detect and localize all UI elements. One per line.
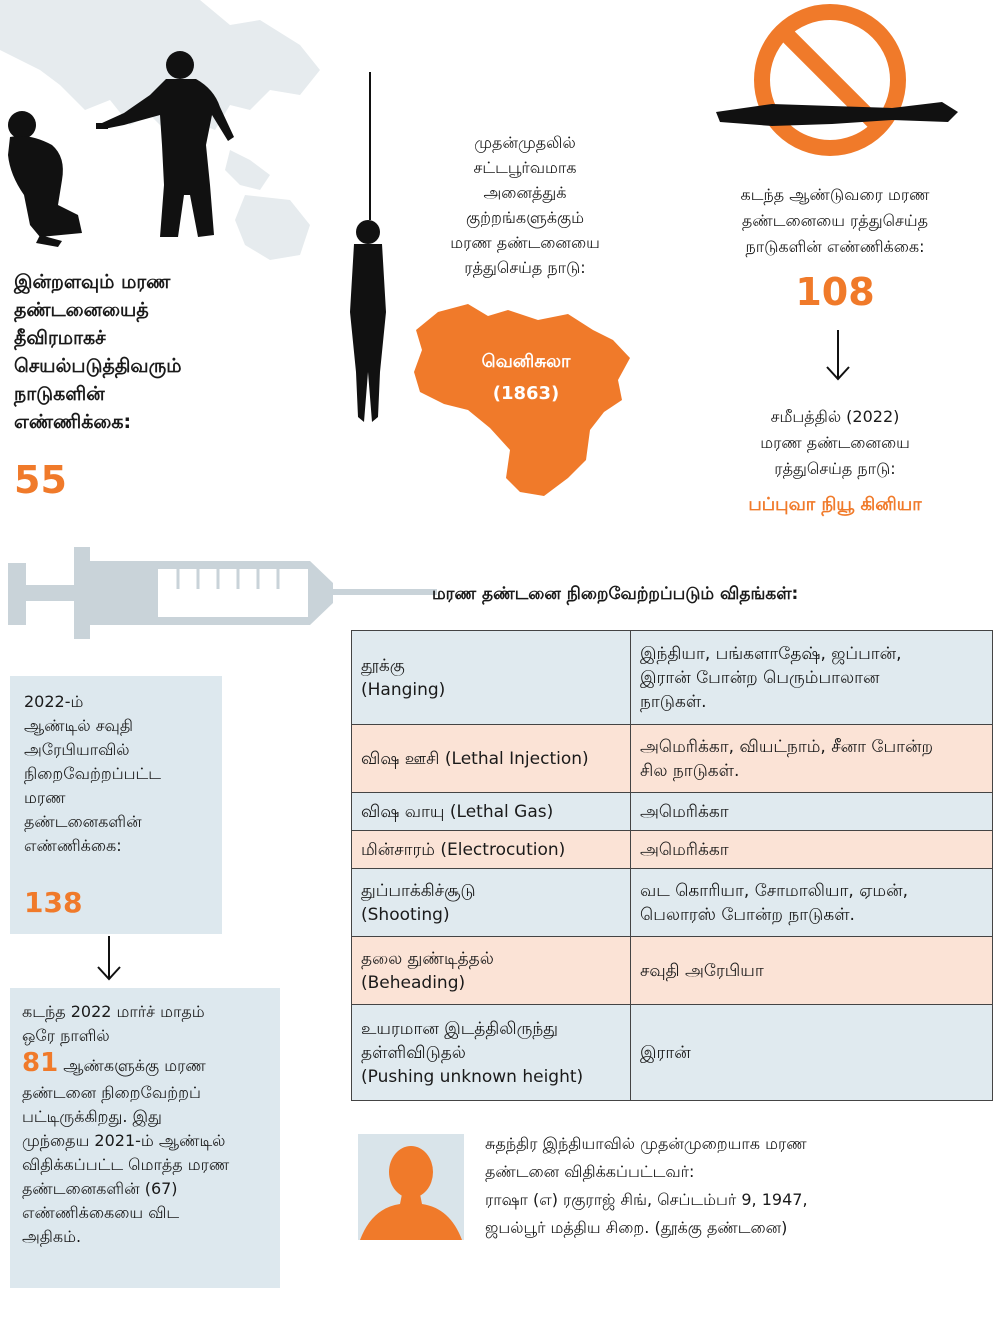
table-row <box>352 631 993 725</box>
countries-line: இரான் <box>640 1042 691 1063</box>
countries-cell <box>631 1005 993 1101</box>
method-line: துப்பாக்கிச்சூடு <box>361 880 476 901</box>
saudi-executions-line: நிறைவேற்றப்பட்ட <box>24 764 162 783</box>
hanging-figure-icon <box>338 72 398 428</box>
single-day-line: கடந்த 2022 மார்ச் மாதம் <box>22 1002 205 1021</box>
method-line: தள்ளிவிடுதல் <box>361 1042 466 1063</box>
saudi-executions-line: தண்டனைகளின் <box>24 812 142 831</box>
single-day-line: தண்டனை நிறைவேற்றப் <box>22 1083 201 1102</box>
countries-line: பெலாரஸ் போன்ற நாடுகள். <box>640 904 855 925</box>
method-line: விஷ ஊசி (Lethal Injection) <box>361 748 589 769</box>
person-silhouette-icon <box>358 1134 464 1240</box>
countries-cell <box>631 831 993 869</box>
first-abolition-line: அனைத்துக் <box>483 183 567 202</box>
single-day-line: தண்டனைகளின் (67) <box>22 1179 178 1198</box>
table-row <box>352 869 993 937</box>
countries-line: சில நாடுகள். <box>640 760 740 781</box>
countries-line: இரான் போன்ற பெரும்பாலான <box>640 667 880 688</box>
first-execution-line: தண்டனை விதிக்கப்பட்டவர்: <box>485 1162 695 1181</box>
method-cell <box>352 631 631 725</box>
first-execution-text <box>485 1130 955 1242</box>
active-countries-line: தீவிரமாகச் <box>14 327 106 349</box>
saudi-executions-line: ஆண்டில் சவுதி <box>24 716 133 735</box>
abolished-count-text <box>690 182 980 260</box>
method-line: (Hanging) <box>361 679 446 700</box>
recent-abolition-text <box>690 404 980 482</box>
single-day-executions-text <box>22 1000 274 1249</box>
first-abolition-line: ரத்துசெய்த நாடு: <box>464 258 586 277</box>
abolished-count-line: நாடுகளின் எண்ணிக்கை: <box>745 237 925 256</box>
first-execution-line: ஜபல்பூர் மத்திய சிறை. (தூக்கு தண்டனை) <box>485 1218 788 1237</box>
method-line: (Shooting) <box>361 904 450 925</box>
abolished-count-number: 108 <box>795 270 875 314</box>
table-row <box>352 725 993 793</box>
venezuela-label: வெனிசுலா <box>481 351 571 372</box>
saudi-executions-line: அரேபியாவில் <box>24 740 130 759</box>
recent-abolition-country: பப்புவா நியூ கினியா <box>748 494 922 515</box>
first-abolition-text <box>425 130 625 280</box>
lying-body-icon <box>712 90 962 140</box>
countries-cell <box>631 937 993 1005</box>
method-line: தூக்கு <box>361 655 405 676</box>
method-cell <box>352 831 631 869</box>
first-execution-line: சுதந்திர இந்தியாவில் முதன்முறையாக மரண <box>485 1134 807 1153</box>
countries-line: அமெரிக்கா <box>640 839 729 860</box>
down-arrow-icon <box>823 330 853 382</box>
prohibited-sign-icon <box>750 2 910 172</box>
method-cell <box>352 869 631 937</box>
countries-cell <box>631 725 993 793</box>
countries-line: அமெரிக்கா <box>640 801 729 822</box>
abolished-count-line: தண்டனையை ரத்துசெய்த <box>741 211 929 230</box>
active-countries-line: நாடுகளின் <box>14 383 105 405</box>
person-avatar <box>358 1134 464 1240</box>
single-day-line <box>22 1048 274 1081</box>
active-countries-line: இன்றளவும் மரண <box>14 271 171 293</box>
single-day-after-number: ஆண்களுக்கு மரண <box>58 1056 206 1075</box>
method-cell <box>352 793 631 831</box>
first-execution-line: ராஷா (எ) ரகுராஜ் சிங், செப்டம்பர் 9, 1947, <box>485 1190 808 1209</box>
table-row <box>352 937 993 1005</box>
method-line: (Beheading) <box>361 972 466 993</box>
countries-cell <box>631 793 993 831</box>
first-abolition-line: குற்றங்களுக்கும் <box>465 208 585 227</box>
method-line: மின்சாரம் (Electrocution) <box>361 839 566 860</box>
method-line: (Pushing unknown height) <box>361 1066 584 1087</box>
methods-title: மரண தண்டனை நிறைவேற்றப்படும் விதங்கள்: <box>432 584 799 604</box>
first-abolition-line: முதன்முதலில் <box>474 133 576 152</box>
active-countries-heading <box>14 268 234 436</box>
down-arrow-icon <box>94 936 124 982</box>
saudi-executions-line: 2022-ம் <box>24 692 84 711</box>
single-day-line: விதிக்கப்பட்ட மொத்த மரண <box>22 1155 230 1174</box>
recent-abolition-line: சமீபத்தில் (2022) <box>770 407 900 426</box>
method-line: உயரமான இடத்திலிருந்து <box>361 1018 559 1039</box>
countries-cell <box>631 631 993 725</box>
single-day-number: 81 <box>22 1048 59 1078</box>
venezuela-year: (1863) <box>492 383 560 404</box>
table-row <box>352 1005 993 1101</box>
saudi-executions-number: 138 <box>24 886 83 919</box>
venezuela-map <box>408 300 638 510</box>
active-countries-line: எண்ணிக்கை: <box>14 411 132 433</box>
single-day-line: ஒரே நாளில் <box>22 1026 110 1045</box>
table-row <box>352 793 993 831</box>
execution-silhouette-icon <box>0 45 250 255</box>
saudi-executions-line: எண்ணிக்கை: <box>24 836 122 855</box>
table-row <box>352 831 993 869</box>
active-countries-number: 55 <box>14 458 67 502</box>
first-abolition-line: சட்டபூர்வமாக <box>473 158 577 177</box>
recent-abolition-line: மரண தண்டனையை <box>760 433 910 452</box>
countries-line: இந்தியா, பங்களாதேஷ், ஜப்பான், <box>640 643 902 664</box>
active-countries-line: தண்டனையைத் <box>14 299 149 321</box>
saudi-executions-line: மரண <box>24 788 66 807</box>
first-abolition-line: மரண தண்டனையை <box>450 233 600 252</box>
single-day-line: பட்டிருக்கிறது. இது <box>22 1107 162 1126</box>
single-day-line: அதிகம். <box>22 1227 82 1246</box>
countries-line: நாடுகள். <box>640 691 707 712</box>
method-cell <box>352 937 631 1005</box>
active-countries-line: செயல்படுத்திவரும் <box>14 355 182 377</box>
countries-line: சவுதி அரேபியா <box>640 960 764 981</box>
method-cell <box>352 725 631 793</box>
method-cell <box>352 1005 631 1101</box>
countries-cell <box>631 869 993 937</box>
recent-abolition-line: ரத்துசெய்த நாடு: <box>774 459 896 478</box>
countries-line: அமெரிக்கா, வியட்நாம், சீனா போன்ற <box>640 736 934 757</box>
single-day-line: முந்தைய 2021-ம் ஆண்டில் <box>22 1131 226 1150</box>
method-line: விஷ வாயு (Lethal Gas) <box>361 801 554 822</box>
single-day-line: எண்ணிக்கையை விட <box>22 1203 180 1222</box>
execution-methods-table <box>351 630 993 1101</box>
method-line: தலை துண்டித்தல் <box>361 948 494 969</box>
abolished-count-line: கடந்த ஆண்டுவரை மரண <box>740 185 930 204</box>
saudi-executions-text <box>24 690 214 858</box>
countries-line: வட கொரியா, சோமாலியா, ஏமன், <box>640 880 908 901</box>
